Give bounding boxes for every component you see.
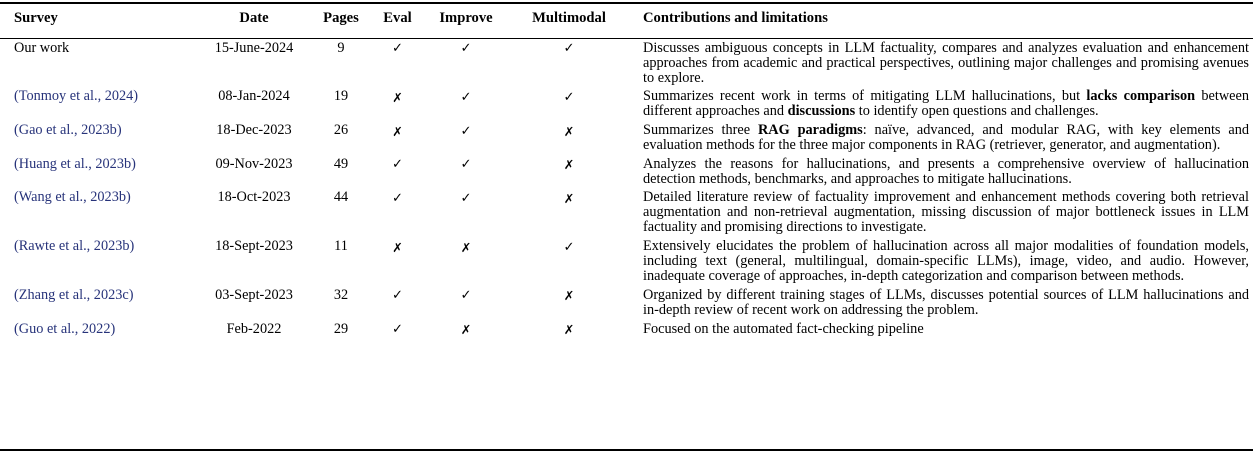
cell-eval: [369, 236, 426, 285]
check-icon: ✓: [460, 123, 472, 139]
cell-improve: [426, 36, 506, 86]
cell-eval: [369, 318, 426, 338]
cross-icon: ✗: [392, 89, 403, 105]
cell-improve: [426, 318, 506, 338]
survey-label: Our work: [14, 39, 70, 56]
check-icon: ✓: [460, 157, 472, 173]
table-bottom-rule: [0, 449, 1253, 451]
cell-contributions: [632, 318, 1253, 338]
cell-date: 18-Dec-2023: [216, 122, 292, 139]
citation-link[interactable]: (Guo et al., 2022): [14, 320, 116, 337]
cell-contributions: [632, 36, 1253, 86]
cross-icon: ✗: [563, 288, 575, 304]
cell-multimodal: [506, 318, 632, 338]
cell-date: 08-Jan-2024: [218, 88, 290, 105]
cell-survey: [0, 187, 195, 236]
table-row: [0, 36, 1253, 86]
column-header-contributions: Contributions and limitations: [643, 9, 828, 26]
cell-date: Feb-2022: [226, 320, 282, 337]
cell-date: 18-Sept-2023: [215, 238, 293, 255]
cell-eval: [369, 86, 426, 120]
cross-icon: ✗: [563, 123, 575, 139]
cell-improve: [426, 86, 506, 120]
cell-survey: [0, 119, 195, 153]
cell-multimodal: [506, 86, 632, 120]
cell-survey: [0, 86, 195, 120]
cell-survey: [0, 36, 195, 86]
cell-survey: [0, 236, 195, 285]
cell-survey: [0, 153, 195, 187]
contributions-text: Analyzes the reasons for hallucinations, and presents a comprehensive overview of hallucination detection methods, benchmarks, and approaches to mitigate hallucinations.: [643, 155, 1249, 187]
check-icon: ✓: [460, 89, 472, 105]
table-top-rule: [0, 2, 1253, 4]
column-header-date: Date: [239, 9, 269, 26]
cell-contributions: [632, 153, 1253, 187]
cell-eval: [369, 284, 426, 318]
check-icon: ✓: [391, 322, 404, 338]
cell-survey: [0, 318, 195, 338]
cell-improve: [426, 153, 506, 187]
cross-icon: ✗: [563, 322, 575, 338]
check-icon: ✓: [391, 41, 404, 57]
contributions-text: Detailed literature review of factuality improvement and enhancement methods covering both retrieval augmentation and non-retrieval augmentation, missing discussion of major bottleneck issues in LLM factuality and promising directions to investigate.: [643, 189, 1249, 236]
check-icon: ✓: [460, 190, 472, 206]
cell-contributions: [632, 284, 1253, 318]
cell-date: 09-Nov-2023: [215, 155, 293, 172]
check-icon: ✓: [563, 239, 575, 255]
column-header-improve: Improve: [439, 9, 493, 26]
cell-date: 18-Oct-2023: [217, 189, 291, 206]
table-row: [0, 86, 1253, 120]
cell-contributions: [632, 86, 1253, 120]
citation-link[interactable]: (Wang et al., 2023b): [14, 189, 131, 206]
contributions-text: Extensively elucidates the problem of hallucination across all major modalities of foundation models, including text (general, multilingual, domain-specific LLMs), image, video, and audio. However, inadequate coverage of approaches, in-depth categorization and comparison between methods.: [643, 238, 1249, 285]
check-icon: ✓: [391, 288, 404, 304]
column-header-multimodal: Multimodal: [532, 9, 606, 26]
cross-icon: ✗: [563, 157, 575, 173]
cell-improve: [426, 284, 506, 318]
cell-date: 03-Sept-2023: [215, 286, 293, 303]
table-row: [0, 119, 1253, 153]
cell-pages: 11: [334, 238, 348, 255]
cross-icon: ✗: [460, 322, 472, 338]
cell-pages: 32: [333, 286, 349, 303]
table-row: [0, 236, 1253, 285]
cell-contributions: [632, 236, 1253, 285]
cell-pages: 49: [333, 155, 349, 172]
cell-survey: [0, 284, 195, 318]
table-row: [0, 284, 1253, 318]
column-header-eval: Eval: [383, 9, 412, 26]
check-icon: ✓: [460, 41, 472, 57]
cell-pages: 19: [333, 88, 349, 105]
contributions-text: Organized by different training stages of LLMs, discusses potential sources of LLM hallucinations and in-depth review of recent work on addressing the problem.: [643, 286, 1249, 318]
cell-eval: [369, 153, 426, 187]
column-header-survey: Survey: [14, 9, 58, 26]
cross-icon: ✗: [563, 190, 575, 206]
cell-pages: 29: [333, 320, 349, 337]
cell-multimodal: [506, 236, 632, 285]
cell-eval: [369, 187, 426, 236]
table-header: [0, 0, 1253, 36]
table-header-rule: [0, 38, 1253, 39]
cross-icon: ✗: [392, 123, 403, 139]
table-body: [0, 36, 1253, 338]
cell-pages: 44: [333, 189, 349, 206]
table-row: [0, 318, 1253, 338]
cell-contributions: [632, 187, 1253, 236]
cell-pages: 26: [333, 122, 349, 139]
cross-icon: ✗: [460, 239, 472, 255]
cell-pages: 9: [337, 39, 345, 56]
check-icon: ✓: [391, 157, 404, 173]
check-icon: ✓: [563, 89, 575, 105]
citation-link[interactable]: (Huang et al., 2023b): [14, 155, 136, 172]
cell-improve: [426, 236, 506, 285]
contributions-text: Summarizes three RAG paradigms: naïve, advanced, and modular RAG, with key elements and evaluation methods for the three major components in RAG (retriever, generator, and augmentation).: [643, 122, 1249, 154]
citation-link[interactable]: (Tonmoy et al., 2024): [14, 88, 139, 105]
citation-link[interactable]: (Rawte et al., 2023b): [14, 238, 135, 255]
cell-multimodal: [506, 153, 632, 187]
cell-eval: [369, 119, 426, 153]
citation-link[interactable]: (Zhang et al., 2023c): [14, 286, 134, 303]
cell-multimodal: [506, 36, 632, 86]
cell-date: 15-June-2024: [214, 39, 294, 56]
check-icon: ✓: [391, 190, 404, 206]
check-icon: ✓: [460, 288, 472, 304]
cell-multimodal: [506, 284, 632, 318]
cell-improve: [426, 119, 506, 153]
contributions-text: Summarizes recent work in terms of mitigating LLM hallucinations, but lacks comparison between different approaches and discussions to identify open questions and challenges.: [643, 88, 1249, 120]
contributions-text: Focused on the automated fact-checking pipeline: [643, 320, 924, 337]
table-row: [0, 153, 1253, 187]
check-icon: ✓: [563, 41, 575, 57]
cell-eval: [369, 36, 426, 86]
contributions-text: Discusses ambiguous concepts in LLM factuality, compares and analyzes evaluation and enhancement approaches from academic and practical perspectives, outlining major challenges and promising avenues to explore.: [643, 39, 1249, 86]
cell-contributions: [632, 119, 1253, 153]
cross-icon: ✗: [392, 239, 403, 255]
table-header-row: [0, 0, 1253, 36]
cell-multimodal: [506, 187, 632, 236]
column-header-pages: Pages: [323, 9, 359, 26]
cell-improve: [426, 187, 506, 236]
cell-multimodal: [506, 119, 632, 153]
table-row: [0, 187, 1253, 236]
citation-link[interactable]: (Gao et al., 2023b): [14, 122, 122, 139]
